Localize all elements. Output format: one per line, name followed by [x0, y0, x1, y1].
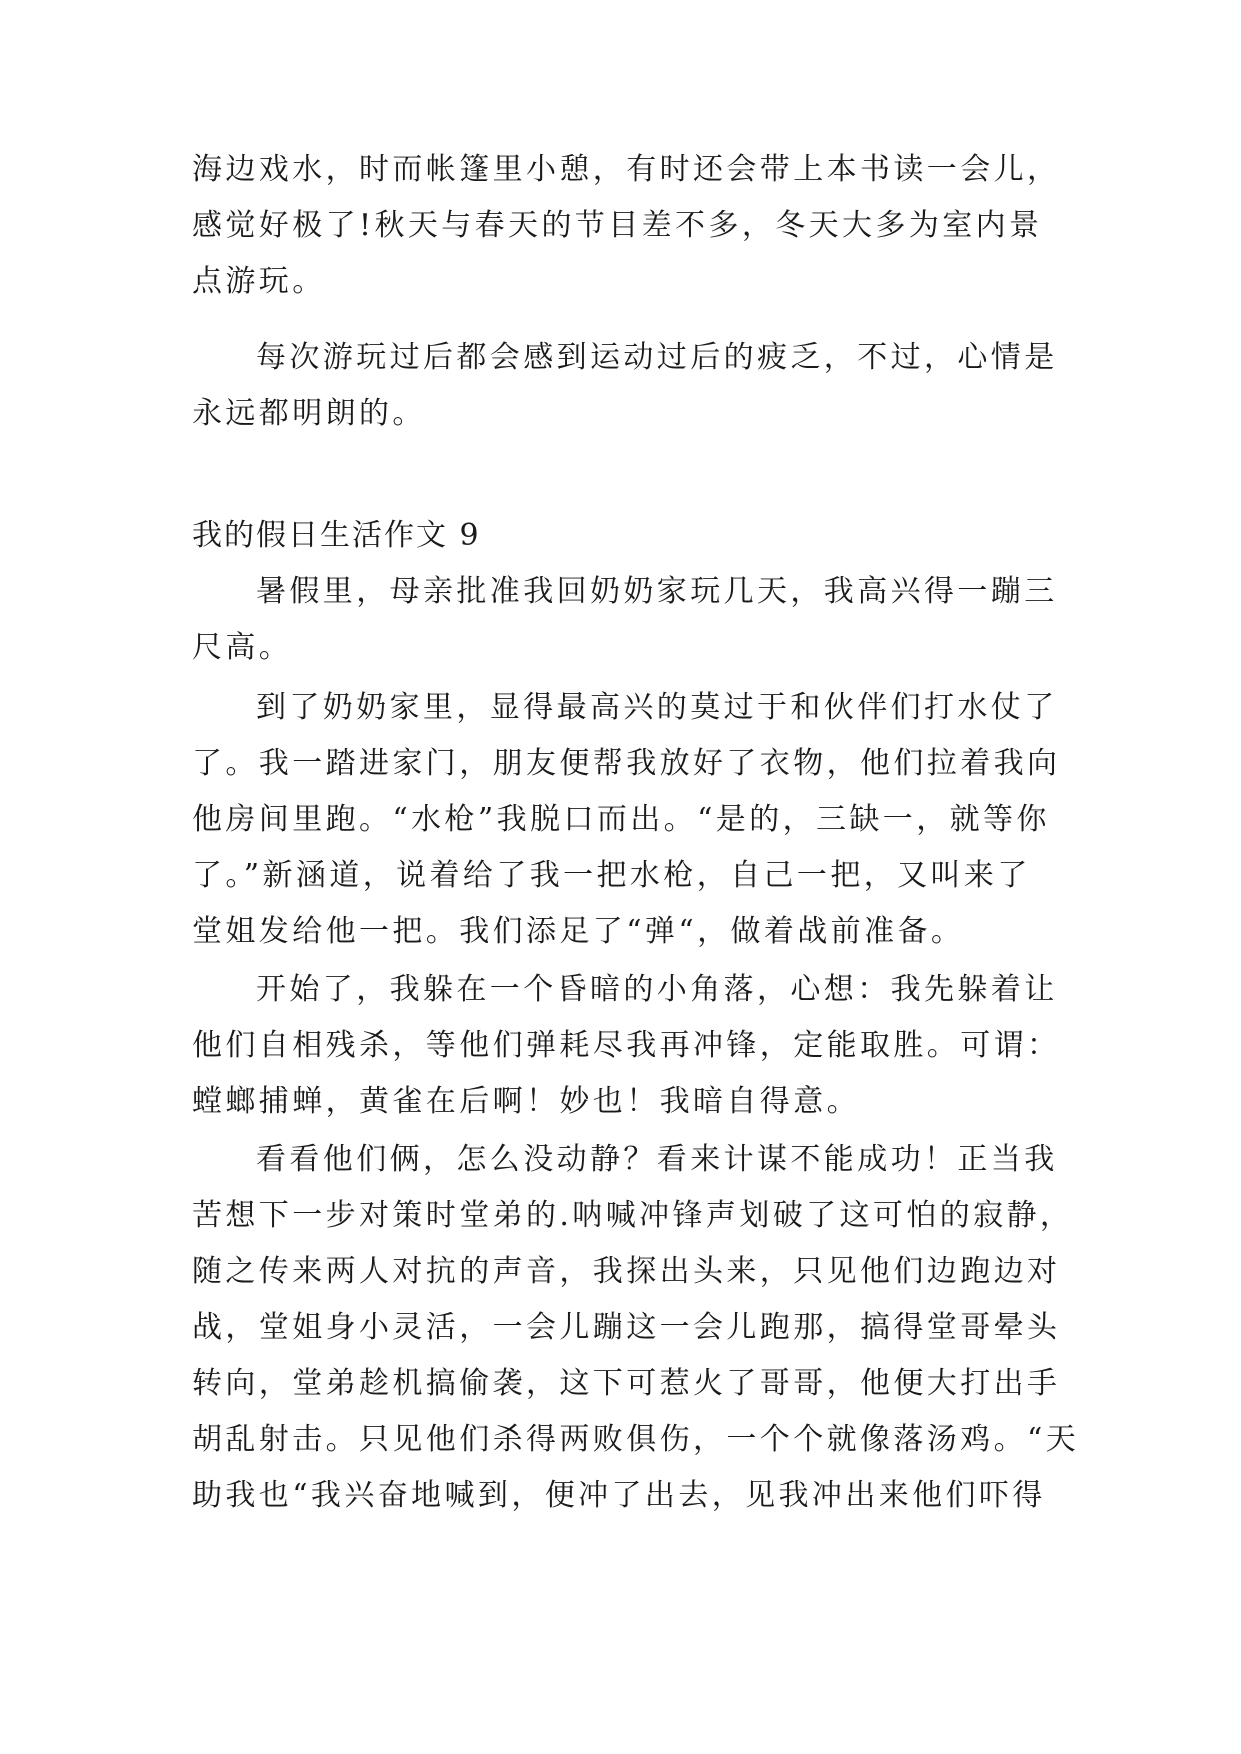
text-line: 胡乱射击。只见他们杀得两败俱伤，一个个就像落汤鸡。“天 [192, 1422, 1080, 1457]
text-line: 转向，堂弟趁机搞偷袭，这下可惹火了哥哥，他便大打出手 [192, 1366, 1061, 1401]
text-line: 点游玩。 [192, 264, 326, 299]
paragraph-start-line: 看看他们俩，怎么没动静？看来计谋不能成功！正当我 [256, 1142, 1058, 1177]
text-line: 他们自相残杀，等他们弹耗尽我再冲锋，定能取胜。可谓： [192, 1028, 1061, 1063]
paragraph-start-line: 暑假里，母亲批准我回奶奶家玩几天，我高兴得一蹦三 [256, 574, 1058, 609]
text-line: 助我也“我兴奋地喊到，便冲了出去，见我冲出来他们吓得 [192, 1478, 1046, 1513]
text-line: 堂姐发给他一把。我们添足了“弹“，做着战前准备。 [192, 914, 965, 949]
text-line: 螳螂捕蝉，黄雀在后啊！妙也！我暗自得意。 [192, 1084, 860, 1119]
paragraph-start-line: 到了奶奶家里，显得最高兴的莫过于和伙伴们打水仗了 [256, 690, 1058, 725]
text-line: 尺高。 [192, 630, 293, 665]
text-line: 苦想下一步对策时堂弟的.呐喊冲锋声划破了这可怕的寂静， [192, 1198, 1074, 1233]
text-line: 感觉好极了!秋天与春天的节目差不多，冬天大多为室内景 [192, 208, 1043, 243]
paragraph-start-line: 开始了，我躲在一个昏暗的小角落，心想：我先躲着让 [256, 972, 1058, 1007]
section-title: 我的假日生活作文 9 [192, 518, 481, 553]
text-line: 他房间里跑。“水枪”我脱口而出。“是的，三缺一，就等你 [192, 802, 1050, 837]
text-line: 海边戏水，时而帐篷里小憩，有时还会带上本书读一会儿， [192, 152, 1061, 187]
text-line: 随之传来两人对抗的声音，我探出头来，只见他们边跑边对 [192, 1254, 1061, 1289]
paragraph-start-line: 每次游玩过后都会感到运动过后的疲乏，不过，心情是 [256, 340, 1058, 375]
text-line: 永远都明朗的。 [192, 396, 426, 431]
text-line: 了。”新涵道，说着给了我一把水枪，自己一把，又叫来了 [192, 858, 1031, 893]
text-line: 了。我一踏进家门，朋友便帮我放好了衣物，他们拉着我向 [192, 746, 1061, 781]
text-line: 战，堂姐身小灵活，一会儿蹦这一会儿跑那，搞得堂哥晕头 [192, 1310, 1061, 1345]
